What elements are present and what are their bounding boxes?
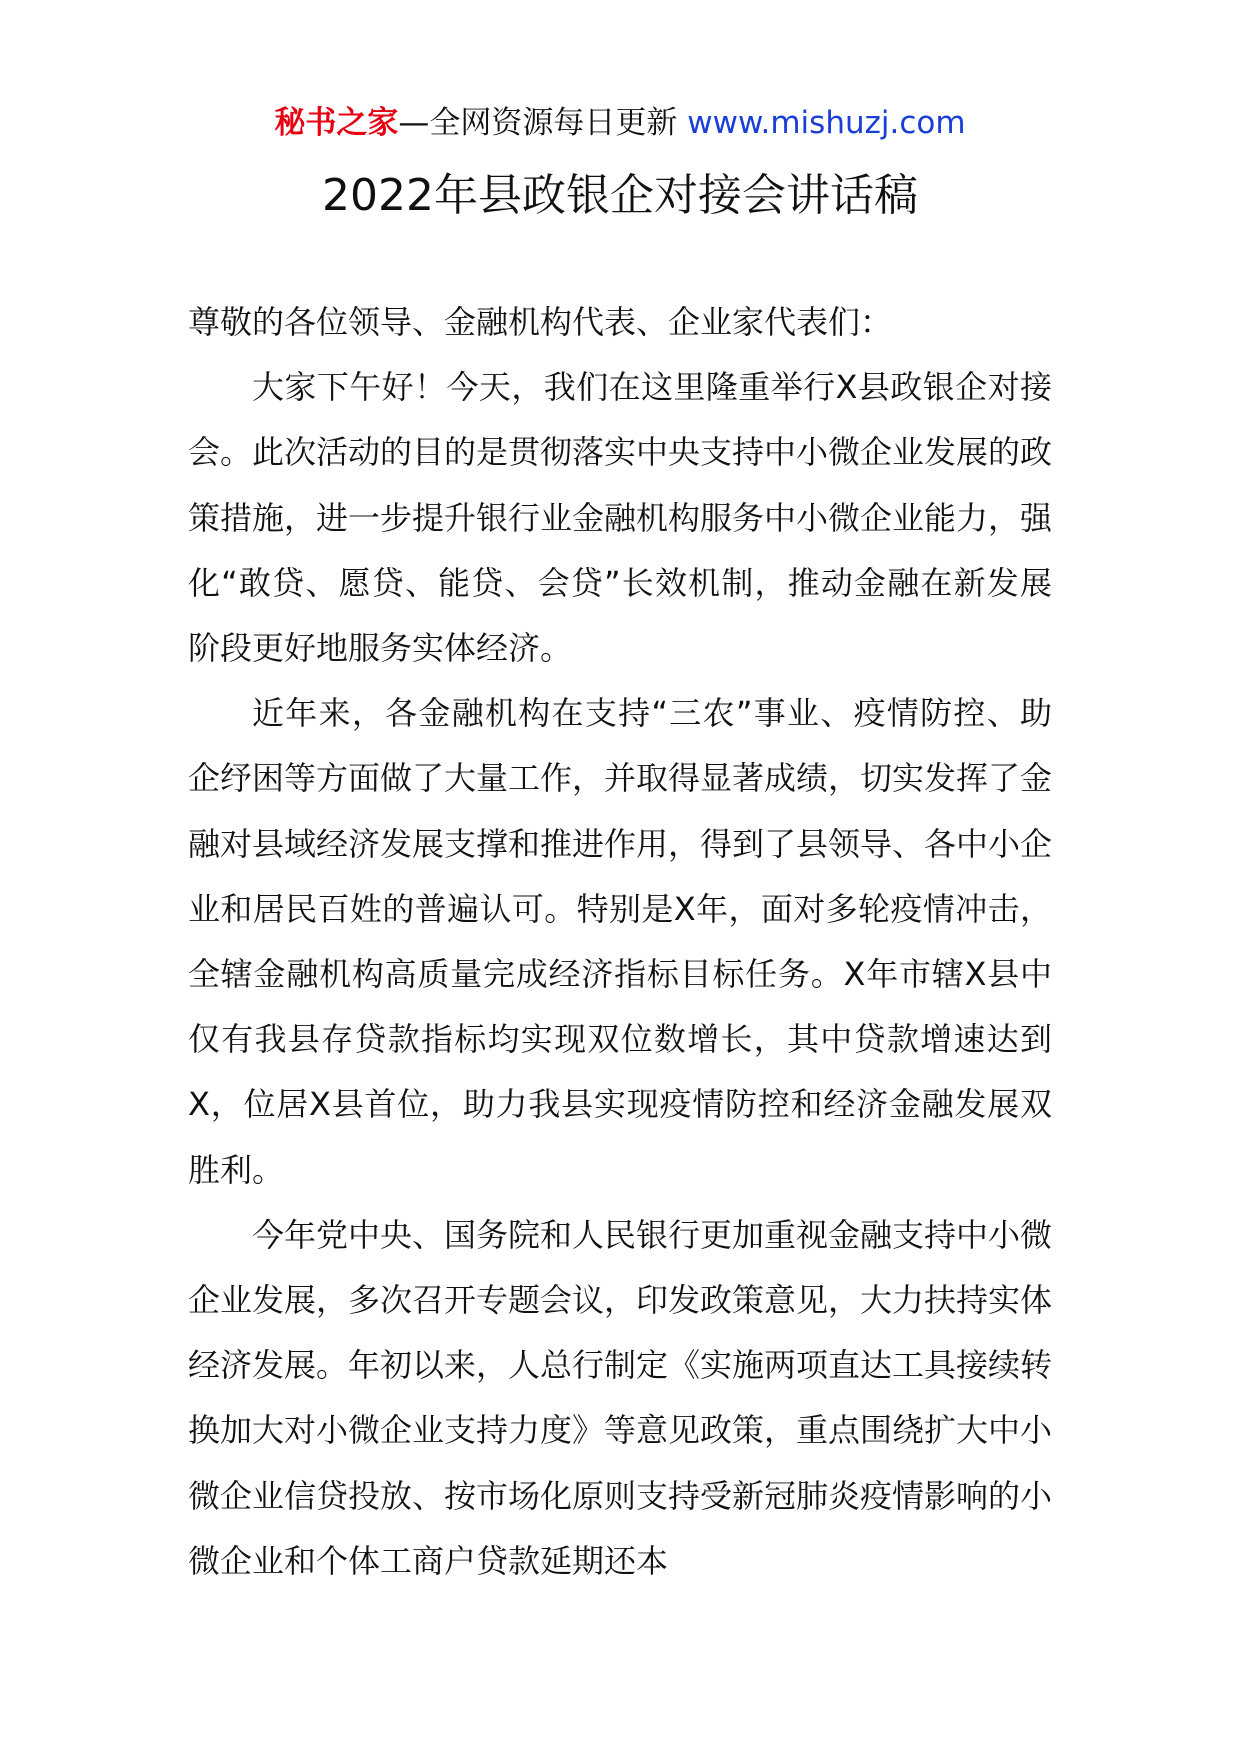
paragraph-achievements: 近年来，各金融机构在支持“三农”事业、疫情防控、助企纾困等方面做了大量工作，并取得显著成绩，切实发挥了金融对县域经济发展支撑和推进作用，得到了县领导、各中小企业和居民百姓的普遍认可。特别是X年，面对多轮疫情冲击，全辖金融机构高质量完成经济指标目标任务。X年市辖X县中仅有我县存贷款指标均实现双位数增长，其中贷款增速达到X，位居X县首位，助力我县实现疫情防控和经济金融发展双胜利。 [188,694,1053,1189]
site-slogan: —全网资源每日更新 [398,105,688,141]
document-body [188,290,1052,1594]
site-brand: 秘书之家 [274,105,399,141]
site-header [0,100,1240,146]
paragraph-policy: 今年党中央、国务院和人民银行更加重视金融支持中小微企业发展，多次召开专题会议，印发政策意见，大力扶持实体经济发展。年初以来，人总行制定《实施两项直达工具接续转换加大对小微企业支持力度》等意见政策，重点围绕扩大中小微企业信贷投放、按市场化原则支持受新冠肺炎疫情影响的小微企业和个体工商户贷款延期还本 [188,1215,1053,1580]
document-title: 2022年县政银企对接会讲话稿 [322,170,918,221]
salutation: 尊敬的各位领导、金融机构代表、企业家代表们： [188,303,893,341]
paragraph-greeting: 大家下午好！今天，我们在这里隆重举行X县政银企对接会。此次活动的目的是贯彻落实中央支持中小微企业发展的政策措施，进一步提升银行业金融机构服务中小微企业能力，强化“敢贷、愿贷、能贷、会贷”长效机制，推动金融在新发展阶段更好地服务实体经济。 [188,368,1053,668]
site-url-link[interactable]: www.mishuzj.com [687,105,966,141]
